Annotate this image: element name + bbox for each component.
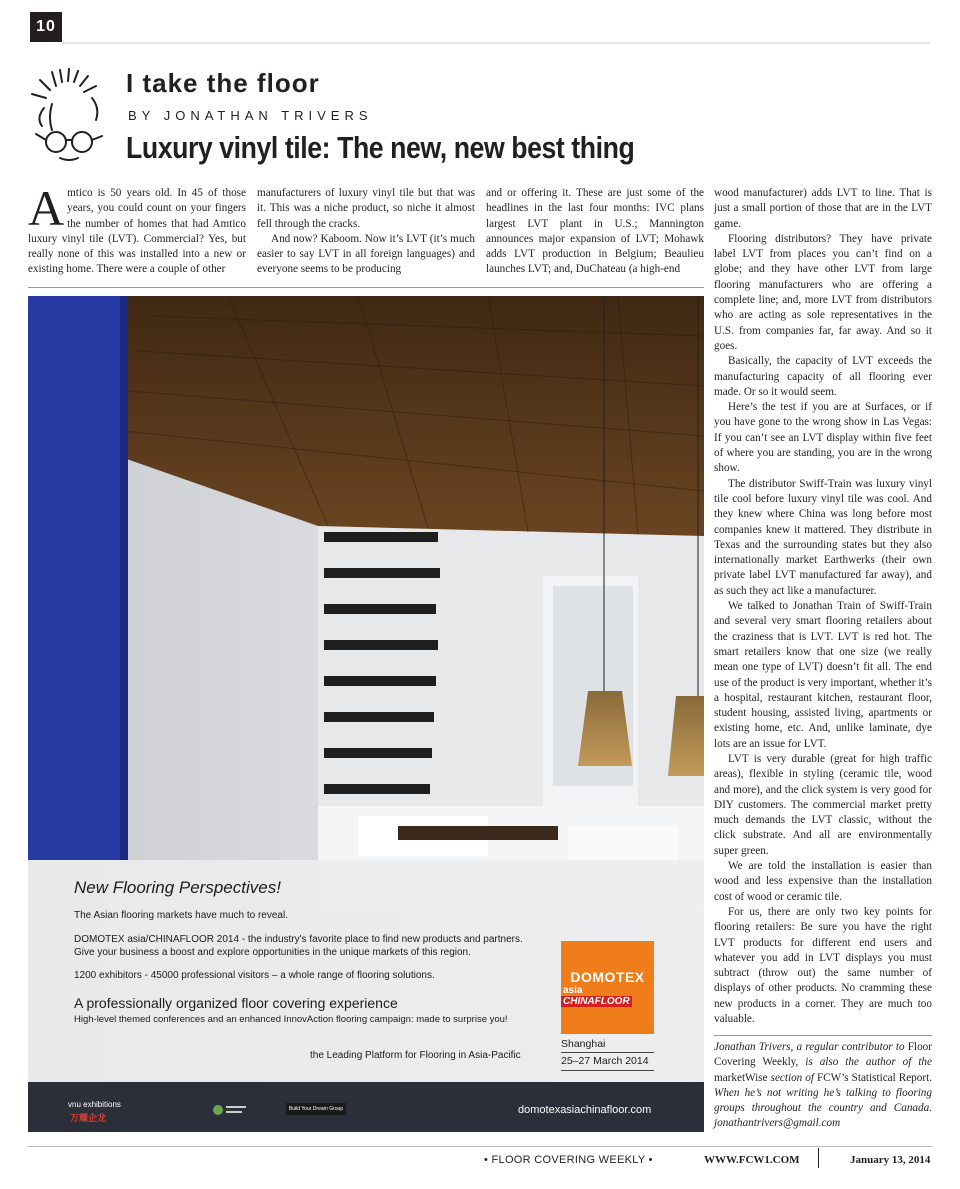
bio-text: a regular contributor to <box>793 1041 908 1053</box>
byline: BY JONATHAN TRIVERS <box>128 108 373 123</box>
paragraph: The distributor Swiff-Train was luxury vinyl tile cool before luxury vinyl tile was cool. And they knew where China was long before most companies knew it mattered. They distribute in Texas and the surrounding states but they also internationally market Earthwerks (their own private label LVT manufactured far away), and as such they act like a manufacturer. <box>714 477 932 597</box>
column-divider-rule <box>28 287 704 288</box>
domotex-logo <box>561 941 654 1034</box>
paragraph: Here’s the test if you are at Surfaces, or if you have gone to the wrong show in Las Vegas: If you can’t see an LVT display within five feet of where you are standing, you are in the wrong show. <box>714 401 932 475</box>
logo-sub <box>561 985 654 1007</box>
footer-url[interactable]: WWW.FCW1.COM <box>704 1154 800 1166</box>
bio-name: Jonathan Trivers, <box>714 1041 794 1053</box>
headline: Luxury vinyl tile: The new, new best thing <box>126 130 635 165</box>
paragraph: Flooring distributors? They have private label LVT from places you can’t find on a globe; and they have other LVT from large flooring manufacturers who are offering a complete line; and, more LVT from distributors who are acting as sole representatives in the U.S. from companies far, far away. And so it goes. <box>714 232 932 352</box>
ad-line: DOMOTEX asia/CHINAFLOOR 2014 - the industry's favorite place to find new products and partners. <box>74 934 523 945</box>
paragraph: wood manufacturer) adds LVT to line. That is just a small portion of those that are in the LVT game. <box>714 187 932 230</box>
bio-text: section of <box>767 1071 817 1084</box>
bio-publication: Floor Covering Weekly, <box>714 1041 932 1069</box>
sponsor-logo: vnu exhibitions <box>68 1100 121 1109</box>
ad-line: The Asian flooring markets have much to reveal. <box>74 910 288 921</box>
logo-name: DOMOTEX <box>570 968 645 985</box>
footer-separator <box>818 1148 819 1168</box>
bio-text: When he’s not writing he’s talking to flooring groups throughout the country and Canada. jonathantrivers@gmail.com <box>714 1086 932 1130</box>
bio-report: FCW’s Statistical Report. <box>816 1071 932 1084</box>
bio-text: is also the author of the <box>798 1056 932 1069</box>
article-column-3 <box>486 186 704 278</box>
ad-platform-line: the Leading Platform for Flooring in Asia-Pacific <box>310 1050 521 1061</box>
event-dates: 25–27 March 2014 <box>561 1055 649 1067</box>
footer-date: January 13, 2014 <box>850 1154 931 1166</box>
columnist-caricature-icon <box>22 68 114 164</box>
paragraph: For us, there are only two key points for flooring retailers: Be sure you have the right LVT products for different end users and whatever you add in LVT displays you must subtract (throw out) the same number of displays of other products. No cramming these new products in a corner. They are much too valuable. <box>714 905 932 1026</box>
author-bio <box>714 1040 932 1132</box>
footer-publication: • FLOOR COVERING WEEKLY • <box>484 1154 653 1166</box>
ad-tagline: New Flooring Perspectives! <box>74 878 281 897</box>
paragraph: We talked to Jonathan Train of Swiff-Train and several very smart flooring retailers about the craziness that is LVT. LVT is red hot. The smart retailers know that one size (we really mean one type of LVT) doesn’t fit all. The end use of the product is very important, whether it’s a hospital, restaurant kitchen, restaurant floor, student housing, assisted living, apartments or existing home, etc. And, unlike laminate, dye lots are an issue for LVT. <box>714 600 932 750</box>
paragraph: And now? Kaboom. Now it’s LVT (it’s much easier to say LVT in all foreign languages) and everyone seems to be producing <box>257 232 475 276</box>
article-column-2 <box>257 186 475 278</box>
event-city: Shanghai <box>561 1038 606 1050</box>
ad-line: High-level themed conferences and an enhanced InnovAction flooring campaign: made to surprise you! <box>74 1014 508 1025</box>
paragraph: manufacturers of luxury vinyl tile but that was it. This was a niche product, so niche it almost fell through the cracks. <box>257 187 475 230</box>
sponsor-emblem-icon <box>210 1102 250 1118</box>
paragraph: and or offering it. These are just some of the headlines in the last four months: IVC plans largest LVT plant in U.S.; Mannington announces major expansion of LVT; Mohawk adds LVT production in Belgium; Beaulieu launches LVT; and, DuChateau (a high-end <box>486 187 704 276</box>
column-title: I take the floor <box>126 68 320 98</box>
paragraph: We are told the installation is easier than wood and less expensive than the installation cost of wood or ceramic tile. <box>714 860 932 903</box>
bio-section: marketWise <box>714 1071 768 1084</box>
sponsor-logo: 万耀企龙 <box>70 1113 107 1123</box>
ad-line: Give your business a boost and explore opportunities in the unique markets of this region. <box>74 947 471 958</box>
ad-website-link[interactable]: domotexasiachinafloor.com <box>518 1104 652 1116</box>
footer-rule <box>28 1146 932 1147</box>
drop-cap: A <box>28 180 65 236</box>
ad-subheading: A professionally organized floor covering experience <box>74 995 398 1011</box>
article-column-4 <box>714 186 932 1027</box>
divider <box>561 1052 654 1053</box>
paragraph: mtico is 50 years old. In 45 of those years, you could count on your fingers the number of homes that had Amtico luxury vinyl tile (LVT). Commercial? Yes, but really none of this was installed into a new or existing home. There were a couple of other <box>28 187 246 276</box>
header-rule <box>62 42 930 44</box>
paragraph: Basically, the capacity of LVT exceeds the manufacturing capacity of all flooring ever made. Or so it would seem. <box>714 355 932 398</box>
bio-rule <box>714 1035 932 1036</box>
page-number: 10 <box>30 12 62 42</box>
sponsor-logo: Build Your Dream Group <box>286 1103 346 1115</box>
article-column-1 <box>28 180 246 278</box>
logo-sub-b: CHINAFLOOR <box>563 995 630 1007</box>
domotex-advertisement[interactable] <box>28 296 704 1132</box>
logo-sub-a: asia <box>563 984 583 996</box>
divider <box>561 1070 654 1071</box>
paragraph: LVT is very durable (great for high traffic areas), flexible in styling (ceramic tile, wood and more), and the click system is very good for DIY customers. The commercial market pretty much demands the LVT classic, without the click substrate. And all are environmentally super green. <box>714 752 932 857</box>
ad-line: 1200 exhibitors - 45000 professional visitors – a whole range of flooring solutions. <box>74 970 435 981</box>
